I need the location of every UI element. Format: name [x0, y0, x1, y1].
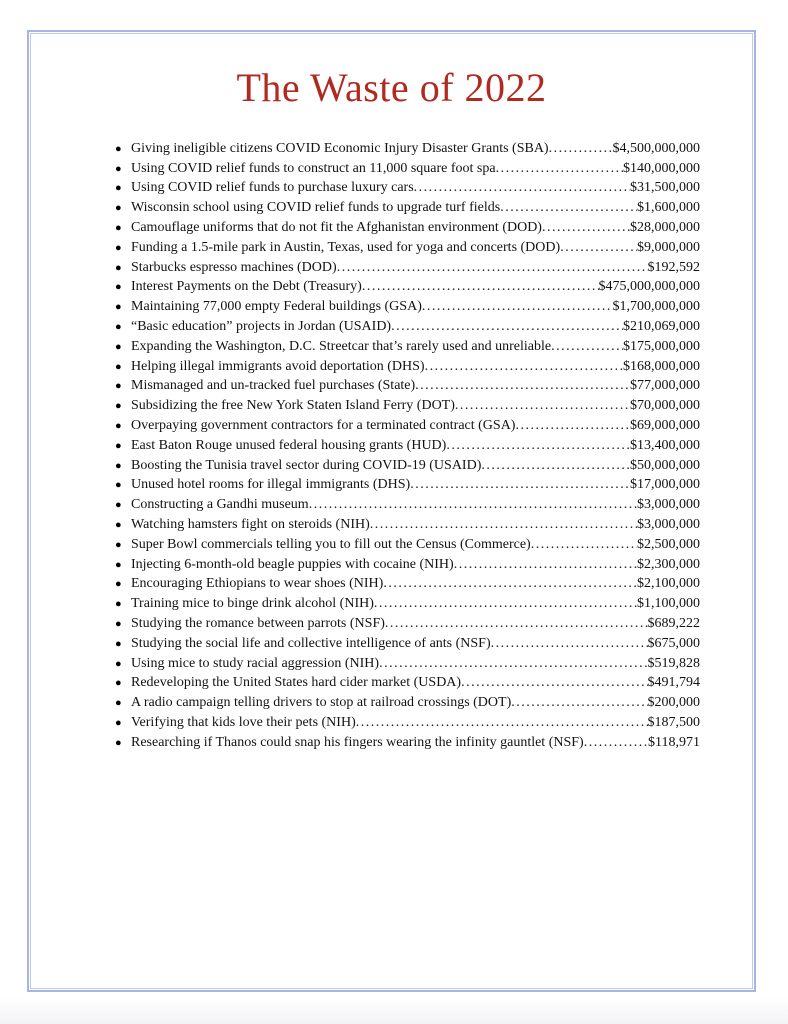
item-text: Mismanaged and un-tracked fuel purchases (State) — [131, 378, 416, 394]
item-amount: $475,000,000,000 — [598, 279, 700, 295]
item-text: A radio campaign telling drivers to stop at railroad crossings (DOT) — [131, 695, 512, 711]
item-amount: $2,500,000 — [637, 536, 700, 552]
list-item — [115, 475, 700, 495]
bullet-icon: ● — [115, 598, 122, 611]
list-item — [115, 159, 700, 179]
bullet-icon: ● — [115, 736, 122, 749]
list-item — [115, 594, 700, 614]
dot-leader — [551, 337, 623, 357]
item-amount: $175,000,000 — [623, 338, 700, 354]
list-item — [115, 376, 700, 396]
bullet-icon: ● — [115, 281, 122, 294]
dot-leader — [584, 733, 648, 753]
list-item — [115, 218, 700, 238]
item-text: “Basic education” projects in Jordan (USAID) — [131, 318, 392, 334]
item-text: Subsidizing the free New York Staten Island Ferry (DOT) — [131, 398, 455, 414]
list-item — [115, 693, 700, 713]
item-amount: $69,000,000 — [630, 417, 700, 433]
item-text: Maintaining 77,000 empty Federal buildings (GSA) — [131, 299, 422, 315]
item-text: Watching hamsters fight on steroids (NIH) — [131, 516, 370, 532]
list-item — [115, 238, 700, 258]
list-item — [115, 337, 700, 357]
list-item — [115, 198, 700, 218]
item-text: Camouflage uniforms that do not fit the Afghanistan environment (DOD) — [131, 219, 542, 235]
dot-leader — [309, 495, 637, 515]
page-edge-shadow — [0, 996, 788, 1024]
list-item — [115, 416, 700, 436]
item-text: Training mice to binge drink alcohol (NIH) — [131, 596, 374, 612]
bullet-icon: ● — [115, 657, 122, 670]
item-text: Studying the romance between parrots (NSF) — [131, 615, 385, 631]
dot-leader — [531, 535, 637, 555]
dot-leader — [425, 357, 623, 377]
item-amount: $9,000,000 — [637, 239, 700, 255]
list-item — [115, 555, 700, 575]
item-text: Studying the social life and collective intelligence of ants (NSF) — [131, 635, 491, 651]
item-amount: $675,000 — [647, 635, 700, 651]
bullet-icon: ● — [115, 400, 122, 413]
dot-leader — [370, 515, 637, 535]
dot-leader — [422, 297, 613, 317]
item-amount: $187,500 — [647, 714, 700, 730]
bullet-icon: ● — [115, 538, 122, 551]
bullet-icon: ● — [115, 261, 122, 274]
list-item — [115, 713, 700, 733]
dot-leader — [491, 634, 648, 654]
item-amount: $491,794 — [647, 675, 700, 691]
bullet-icon: ● — [115, 439, 122, 452]
item-amount: $118,971 — [648, 734, 700, 750]
dot-leader — [337, 258, 648, 278]
bullet-icon: ● — [115, 162, 122, 175]
item-text: Encouraging Ethiopians to wear shoes (NIH) — [131, 576, 384, 592]
item-text: Expanding the Washington, D.C. Streetcar that’s rarely used and unreliable — [131, 338, 552, 354]
bullet-icon: ● — [115, 637, 122, 650]
bullet-icon: ● — [115, 558, 122, 571]
item-amount: $192,592 — [647, 259, 700, 275]
dot-leader — [414, 178, 630, 198]
bullet-icon: ● — [115, 459, 122, 472]
item-text: Super Bowl commercials telling you to fill out the Census (Commerce) — [131, 536, 531, 552]
item-amount: $2,300,000 — [637, 556, 700, 572]
bullet-icon: ● — [115, 340, 122, 353]
bullet-icon: ● — [115, 677, 122, 690]
bullet-icon: ● — [115, 479, 122, 492]
item-amount: $3,000,000 — [637, 497, 700, 513]
dot-leader — [362, 277, 599, 297]
dot-leader — [496, 159, 623, 179]
list-item — [115, 317, 700, 337]
dot-leader — [481, 456, 630, 476]
dot-leader — [446, 436, 630, 456]
item-text: Boosting the Tunisia travel sector during COVID-19 (USAID) — [131, 457, 482, 473]
list-item — [115, 535, 700, 555]
item-text: Helping illegal immigrants avoid deportation (DHS) — [131, 358, 425, 374]
list-item — [115, 614, 700, 634]
list-item — [115, 495, 700, 515]
item-amount: $77,000,000 — [630, 378, 700, 394]
item-text: Injecting 6-month-old beagle puppies with cocaine (NIH) — [131, 556, 454, 572]
bullet-icon: ● — [115, 617, 122, 630]
dot-leader — [379, 654, 647, 674]
list-item — [115, 733, 700, 753]
item-amount: $210,069,000 — [623, 318, 700, 334]
list-item — [115, 673, 700, 693]
bullet-icon: ● — [115, 360, 122, 373]
bullet-icon: ● — [115, 578, 122, 591]
dot-leader — [455, 396, 630, 416]
item-text: Unused hotel rooms for illegal immigrants (DHS) — [131, 477, 411, 493]
waste-list — [29, 139, 754, 753]
item-text: Wisconsin school using COVID relief funds to upgrade turf fields — [131, 200, 501, 216]
list-item — [115, 139, 700, 159]
dot-leader — [356, 713, 648, 733]
dot-leader — [549, 139, 613, 159]
item-text: Using COVID relief funds to construct an 11,000 square foot spa — [131, 160, 496, 176]
dot-leader — [542, 218, 630, 238]
list-item — [115, 456, 700, 476]
bullet-icon: ● — [115, 320, 122, 333]
item-text: Constructing a Gandhi museum — [131, 497, 309, 513]
bullet-icon: ● — [115, 419, 122, 432]
item-amount: $200,000 — [647, 695, 700, 711]
item-amount: $2,100,000 — [637, 576, 700, 592]
dot-leader — [511, 693, 647, 713]
bullet-icon: ● — [115, 518, 122, 531]
item-amount: $31,500,000 — [630, 180, 700, 196]
dot-leader — [515, 416, 630, 436]
bullet-icon: ● — [115, 697, 122, 710]
item-text: Using COVID relief funds to purchase luxury cars — [131, 180, 414, 196]
dot-leader — [383, 574, 637, 594]
item-text: Starbucks espresso machines (DOD) — [131, 259, 337, 275]
item-amount: $17,000,000 — [630, 477, 700, 493]
list-item — [115, 515, 700, 535]
item-text: Verifying that kids love their pets (NIH) — [131, 714, 356, 730]
item-text: Funding a 1.5-mile park in Austin, Texas, used for yoga and concerts (DOD) — [131, 239, 561, 255]
page-title: The Waste of 2022 — [236, 65, 547, 110]
dot-leader — [560, 238, 637, 258]
document-page — [27, 30, 756, 992]
dot-leader — [500, 198, 637, 218]
bullet-icon: ● — [115, 716, 122, 729]
list-item — [115, 357, 700, 377]
list-item — [115, 297, 700, 317]
item-text: Giving ineligible citizens COVID Economic Injury Disaster Grants (SBA) — [131, 140, 549, 156]
item-amount: $689,222 — [647, 615, 700, 631]
item-text: Overpaying government contractors for a terminated contract (GSA) — [131, 417, 516, 433]
bullet-icon: ● — [115, 142, 122, 155]
item-text: Redeveloping the United States hard cider market (USDA) — [131, 675, 462, 691]
dot-leader — [454, 555, 637, 575]
dot-leader — [385, 614, 648, 634]
item-amount: $4,500,000,000 — [612, 140, 700, 156]
dot-leader — [415, 376, 630, 396]
list-item — [115, 258, 700, 278]
list-item — [115, 277, 700, 297]
item-amount: $168,000,000 — [623, 358, 700, 374]
item-amount: $13,400,000 — [630, 437, 700, 453]
item-text: Using mice to study racial aggression (NIH) — [131, 655, 380, 671]
bullet-icon: ● — [115, 182, 122, 195]
item-amount: $3,000,000 — [637, 516, 700, 532]
item-amount: $1,100,000 — [637, 596, 700, 612]
item-text: East Baton Rouge unused federal housing grants (HUD) — [131, 437, 447, 453]
bullet-icon: ● — [115, 380, 122, 393]
item-amount: $140,000,000 — [623, 160, 700, 176]
dot-leader — [391, 317, 623, 337]
list-item — [115, 178, 700, 198]
item-amount: $50,000,000 — [630, 457, 700, 473]
dot-leader — [374, 594, 637, 614]
list-item — [115, 436, 700, 456]
item-amount: $1,600,000 — [637, 200, 700, 216]
item-amount: $1,700,000,000 — [612, 299, 700, 315]
bullet-icon: ● — [115, 241, 122, 254]
item-text: Interest Payments on the Debt (Treasury) — [131, 279, 362, 295]
item-text: Researching if Thanos could snap his fingers wearing the infinity gauntlet (NSF) — [131, 734, 584, 750]
dot-leader — [410, 475, 630, 495]
list-item — [115, 634, 700, 654]
bullet-icon: ● — [115, 499, 122, 512]
list-item — [115, 654, 700, 674]
dot-leader — [461, 673, 647, 693]
bullet-icon: ● — [115, 301, 122, 314]
list-item — [115, 396, 700, 416]
item-amount: $70,000,000 — [630, 398, 700, 414]
bullet-icon: ● — [115, 221, 122, 234]
item-amount: $28,000,000 — [630, 219, 700, 235]
bullet-icon: ● — [115, 202, 122, 215]
list-item — [115, 574, 700, 594]
item-amount: $519,828 — [647, 655, 700, 671]
